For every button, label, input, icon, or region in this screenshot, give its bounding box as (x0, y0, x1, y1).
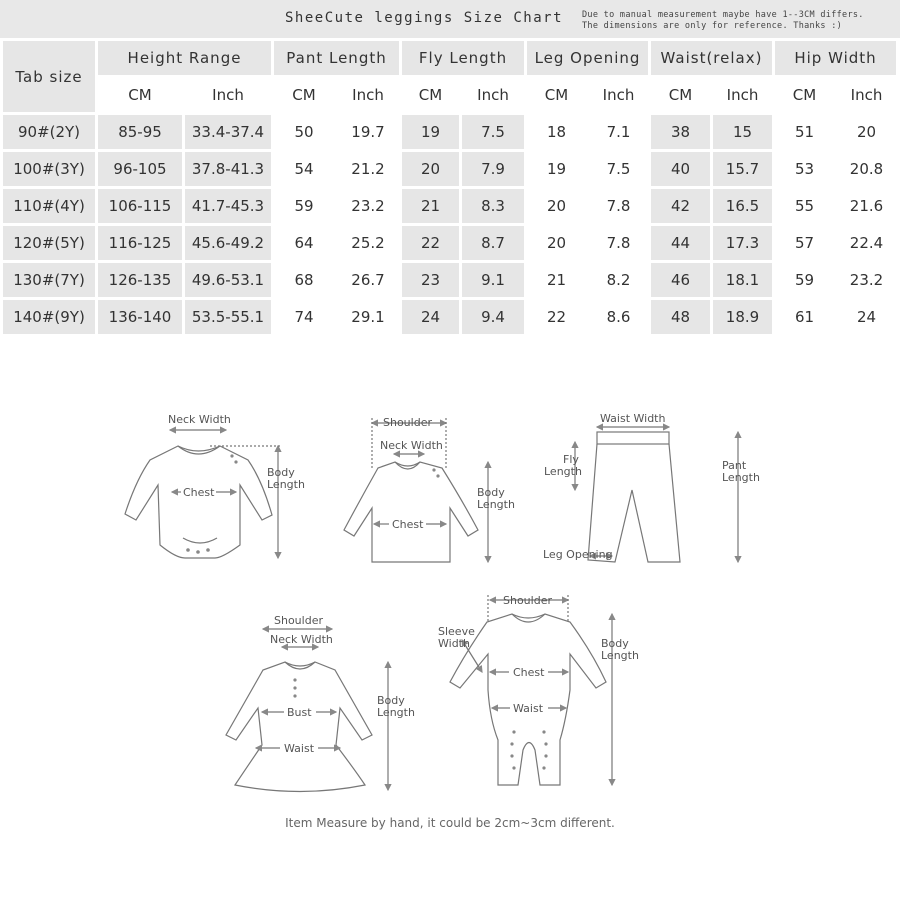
table-cell: 64 (274, 226, 334, 260)
tab-size-cell: 130#(7Y) (3, 263, 95, 297)
tab-size-cell: 110#(4Y) (3, 189, 95, 223)
table-cell: 20 (402, 152, 459, 186)
table-cell: 20 (837, 115, 896, 149)
romper-width-label: Width (438, 637, 470, 650)
table-cell: 45.6-49.2 (185, 226, 271, 260)
table-cell: 24 (402, 300, 459, 334)
chart-title-bar (0, 0, 900, 38)
table-cell: 96-105 (98, 152, 182, 186)
bodysuit-neck-width-label: Neck Width (168, 413, 231, 426)
unit-cm: CM (651, 78, 710, 112)
table-cell: 8.2 (589, 263, 648, 297)
top-shoulder-label: Shoulder (383, 416, 432, 429)
table-cell: 23.2 (337, 189, 399, 223)
table-cell: 9.4 (462, 300, 524, 334)
table-cell: 25.2 (337, 226, 399, 260)
hip-width-header: Hip Width (775, 41, 896, 75)
table-cell: 126-135 (98, 263, 182, 297)
table-cell: 44 (651, 226, 710, 260)
table-cell: 7.9 (462, 152, 524, 186)
pants-leg-opening-label: Leg Opening (543, 548, 613, 561)
group-header-row (3, 41, 896, 75)
table-cell: 19 (527, 152, 586, 186)
table-cell: 37.8-41.3 (185, 152, 271, 186)
table-cell: 40 (651, 152, 710, 186)
pants-fly-length-label: Length (544, 465, 582, 478)
table-cell: 54 (274, 152, 334, 186)
dress-length-label: Length (377, 706, 415, 719)
waist-relax-header: Waist(relax) (651, 41, 772, 75)
table-cell: 85-95 (98, 115, 182, 149)
unit-cm: CM (527, 78, 586, 112)
unit-cm: CM (775, 78, 834, 112)
pant-length-header: Pant Length (274, 41, 399, 75)
table-cell: 53 (775, 152, 834, 186)
dress-neck-width-label: Neck Width (270, 633, 333, 646)
table-cell: 21 (402, 189, 459, 223)
table-row (3, 115, 896, 149)
table-cell: 24 (837, 300, 896, 334)
table-cell: 7.1 (589, 115, 648, 149)
table-cell: 50 (274, 115, 334, 149)
romper-waist-label: Waist (513, 702, 544, 715)
table-cell: 38 (651, 115, 710, 149)
footer-note: Item Measure by hand, it could be 2cm~3cm different. (285, 816, 615, 830)
pants-fly-label: Fly (563, 453, 579, 466)
table-cell: 8.7 (462, 226, 524, 260)
table-cell: 8.3 (462, 189, 524, 223)
measurement-note (582, 10, 864, 32)
romper-length-label: Length (601, 649, 639, 662)
table-cell: 7.5 (462, 115, 524, 149)
dress-shoulder-label: Shoulder (274, 614, 323, 627)
unit-inch: Inch (185, 78, 271, 112)
bodysuit-body-label: Body (267, 466, 295, 479)
top-body-label: Body (477, 486, 505, 499)
table-cell: 42 (651, 189, 710, 223)
table-row (3, 263, 896, 297)
table-cell: 23.2 (837, 263, 896, 297)
table-cell: 116-125 (98, 226, 182, 260)
table-cell: 51 (775, 115, 834, 149)
table-cell: 19.7 (337, 115, 399, 149)
unit-cm: CM (98, 78, 182, 112)
table-cell: 15.7 (713, 152, 772, 186)
table-cell: 19 (402, 115, 459, 149)
table-cell: 7.8 (589, 226, 648, 260)
dress-bust-label: Bust (287, 706, 312, 719)
table-cell: 46 (651, 263, 710, 297)
table-cell: 57 (775, 226, 834, 260)
table-cell: 21 (527, 263, 586, 297)
note-line-2: The dimensions are only for reference. Thanks :) (582, 21, 843, 31)
garment-diagrams (0, 390, 900, 810)
unit-cm: CM (274, 78, 334, 112)
unit-inch: Inch (713, 78, 772, 112)
dress-body-label: Body (377, 694, 405, 707)
pants-waist-width-label: Waist Width (600, 412, 666, 425)
table-cell: 59 (274, 189, 334, 223)
table-cell: 26.7 (337, 263, 399, 297)
table-cell: 22 (402, 226, 459, 260)
table-cell: 68 (274, 263, 334, 297)
table-row (3, 152, 896, 186)
table-cell: 17.3 (713, 226, 772, 260)
pants-diagram (575, 427, 738, 562)
table-cell: 7.8 (589, 189, 648, 223)
unit-inch: Inch (589, 78, 648, 112)
tab-size-cell: 140#(9Y) (3, 300, 95, 334)
unit-cm: CM (402, 78, 459, 112)
table-cell: 22.4 (837, 226, 896, 260)
note-line-1: Due to manual measurement maybe have 1--3CM differs. (582, 10, 864, 20)
table-cell: 23 (402, 263, 459, 297)
table-cell: 21.2 (337, 152, 399, 186)
top-neck-width-label: Neck Width (380, 439, 443, 452)
table-cell: 61 (775, 300, 834, 334)
pants-length-label: Length (722, 471, 760, 484)
table-cell: 7.5 (589, 152, 648, 186)
tab-size-cell: 100#(3Y) (3, 152, 95, 186)
pants-pant-label: Pant (722, 459, 747, 472)
table-cell: 49.6-53.1 (185, 263, 271, 297)
top-chest-label: Chest (392, 518, 424, 531)
romper-sleeve-label: Sleeve (438, 625, 475, 638)
table-cell: 8.6 (589, 300, 648, 334)
romper-shoulder-label: Shoulder (503, 594, 552, 607)
table-cell: 106-115 (98, 189, 182, 223)
table-cell: 18 (527, 115, 586, 149)
chart-title: SheeCute leggings Size Chart (285, 10, 564, 26)
table-cell: 16.5 (713, 189, 772, 223)
bodysuit-length-label: Length (267, 478, 305, 491)
table-row (3, 300, 896, 334)
unit-inch: Inch (337, 78, 399, 112)
table-cell: 15 (713, 115, 772, 149)
unit-inch: Inch (462, 78, 524, 112)
table-row (3, 226, 896, 260)
table-cell: 74 (274, 300, 334, 334)
table-cell: 20.8 (837, 152, 896, 186)
table-cell: 41.7-45.3 (185, 189, 271, 223)
size-chart-table (0, 38, 899, 337)
romper-diagram (450, 595, 612, 785)
tab-size-cell: 90#(2Y) (3, 115, 95, 149)
table-cell: 55 (775, 189, 834, 223)
romper-body-label: Body (601, 637, 629, 650)
table-cell: 53.5-55.1 (185, 300, 271, 334)
dress-waist-label: Waist (284, 742, 315, 755)
table-cell: 22 (527, 300, 586, 334)
table-cell: 136-140 (98, 300, 182, 334)
tab-size-cell: 120#(5Y) (3, 226, 95, 260)
tab-size-header: Tab size (3, 41, 95, 112)
fly-length-header: Fly Length (402, 41, 524, 75)
table-cell: 20 (527, 226, 586, 260)
leg-opening-header: Leg Opening (527, 41, 648, 75)
table-cell: 9.1 (462, 263, 524, 297)
bodysuit-chest-label: Chest (183, 486, 215, 499)
table-cell: 21.6 (837, 189, 896, 223)
top-length-label: Length (477, 498, 515, 511)
height-range-header: Height Range (98, 41, 271, 75)
table-cell: 18.9 (713, 300, 772, 334)
romper-chest-label: Chest (513, 666, 545, 679)
unit-header-row (3, 78, 896, 112)
table-cell: 33.4-37.4 (185, 115, 271, 149)
table-cell: 48 (651, 300, 710, 334)
table-row (3, 189, 896, 223)
unit-inch: Inch (837, 78, 896, 112)
table-cell: 29.1 (337, 300, 399, 334)
table-cell: 20 (527, 189, 586, 223)
table-cell: 59 (775, 263, 834, 297)
table-cell: 18.1 (713, 263, 772, 297)
